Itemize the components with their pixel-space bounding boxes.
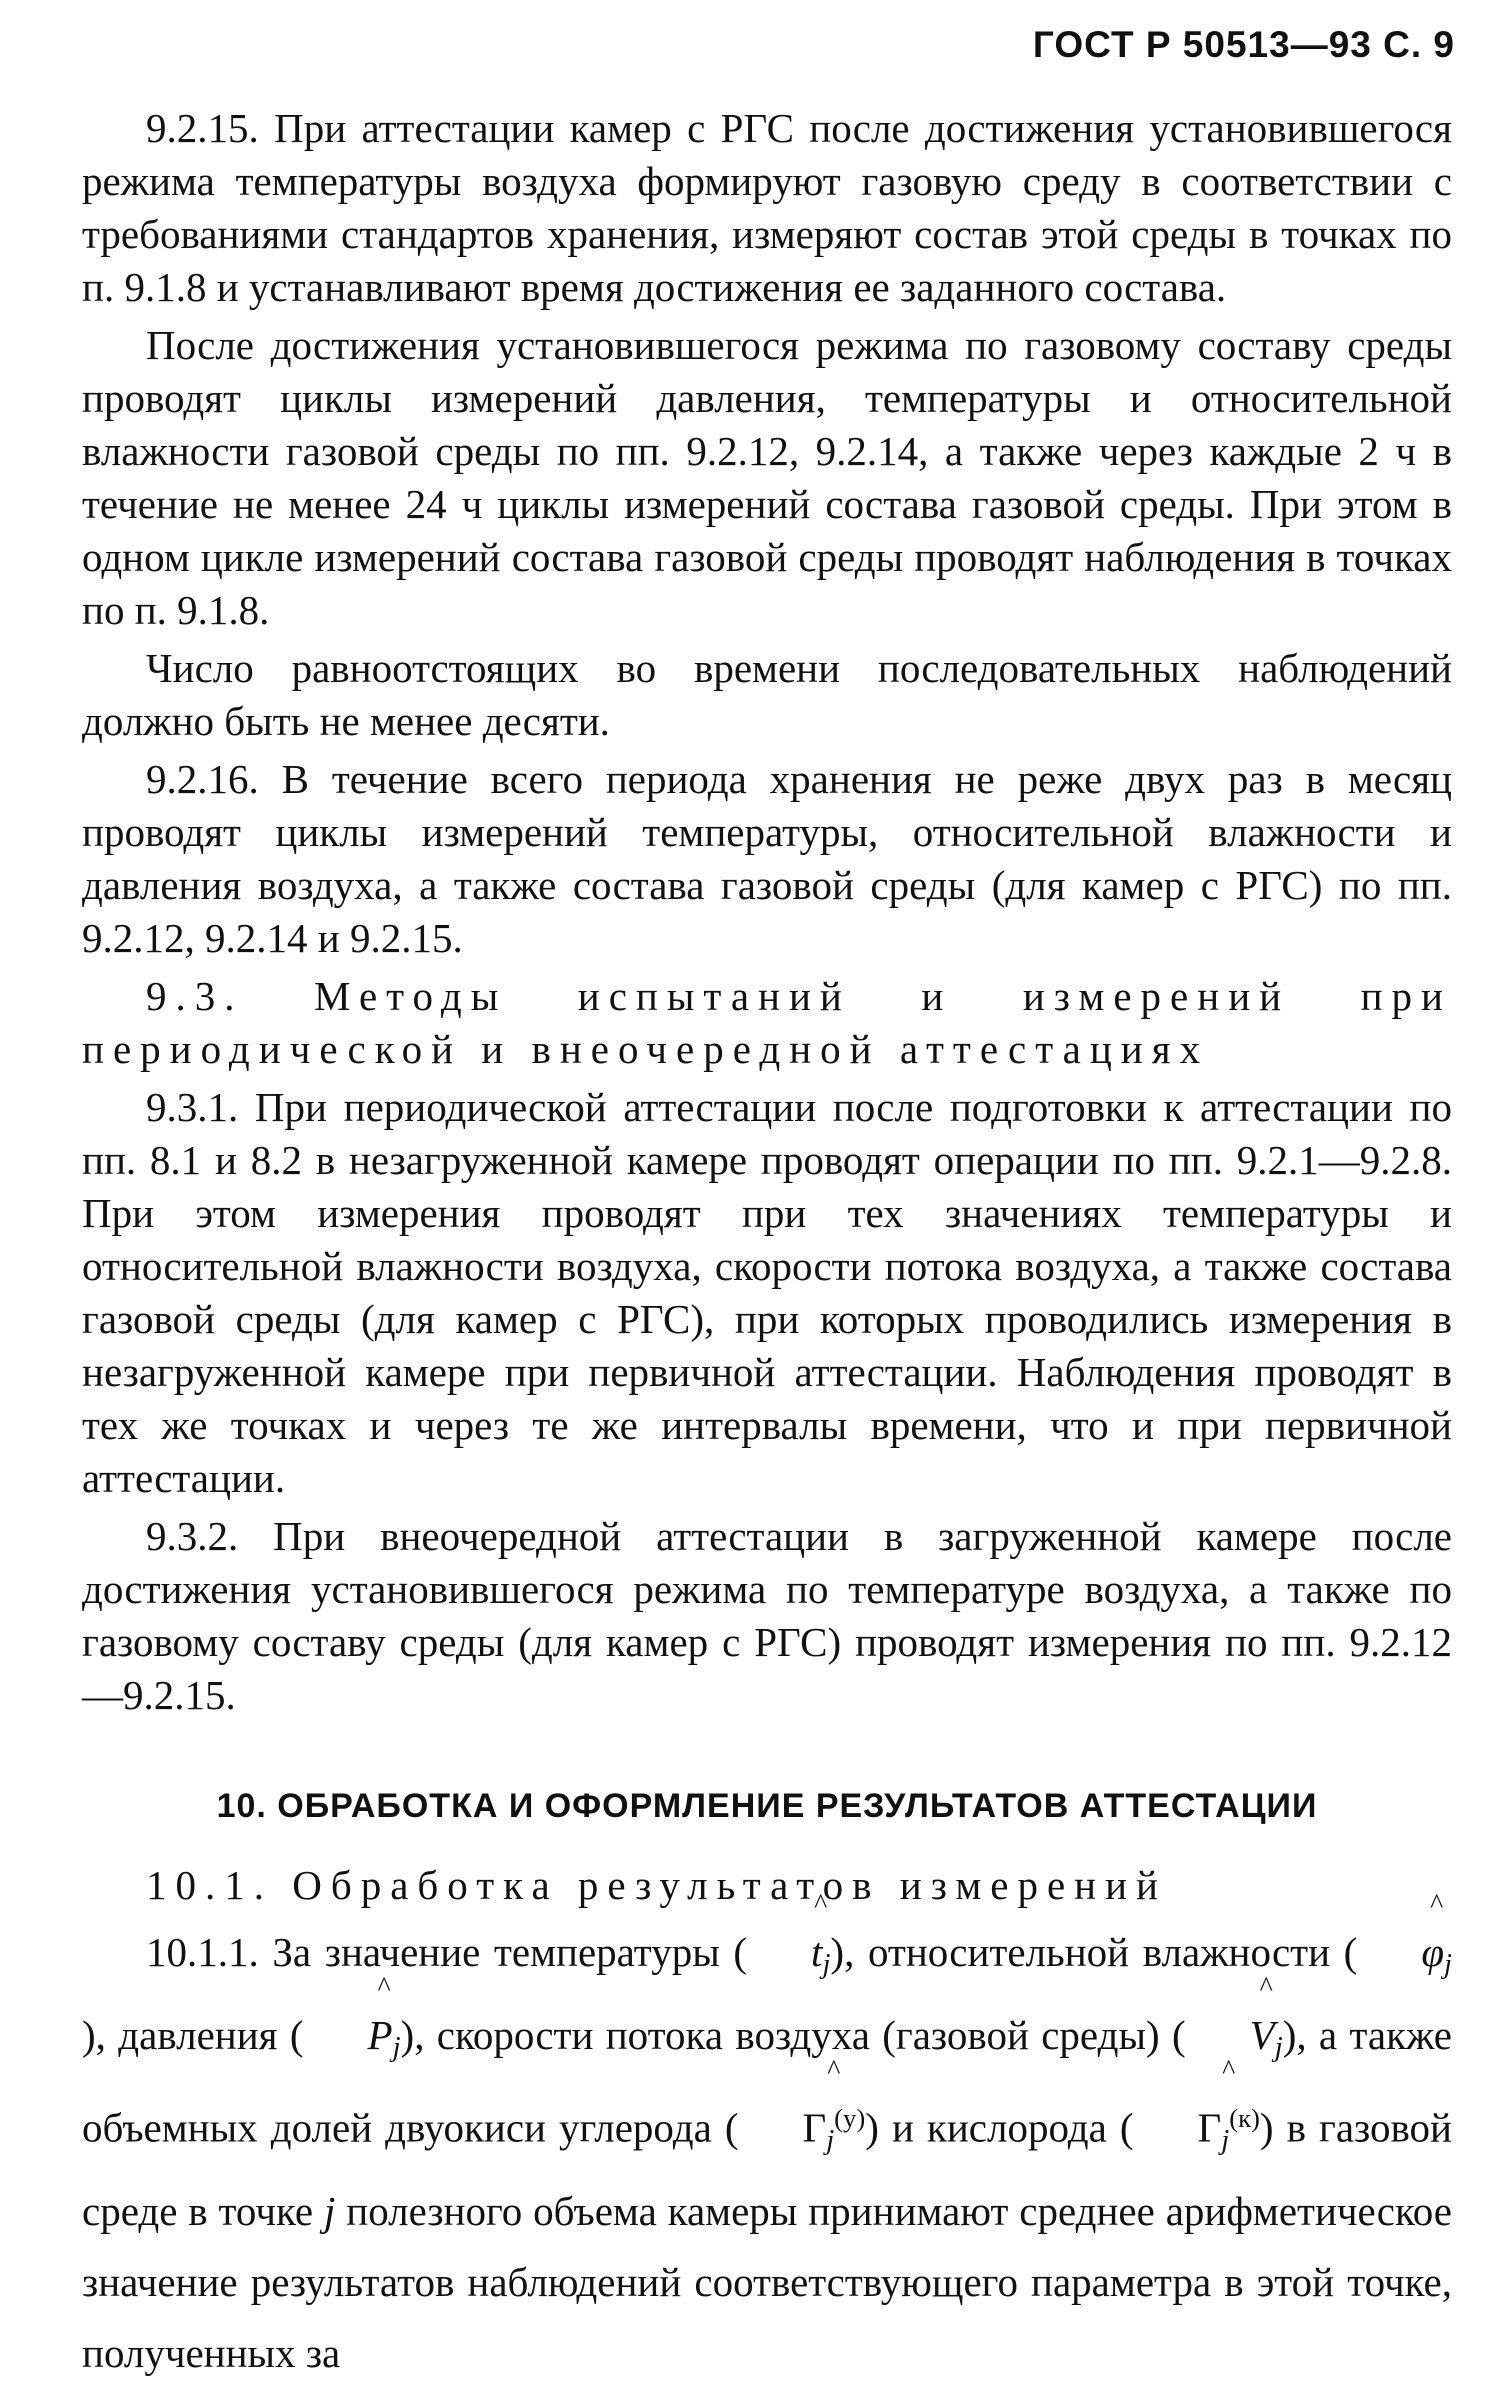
text-fragment: ), относительной влажности ( [830,1929,1358,1975]
subscript: j [822,1948,831,1981]
subscript: j [826,2124,835,2157]
symbol-letter: P [367,2012,393,2059]
symbol-point-index: j [323,2188,336,2235]
symbol-letter: φ [1421,1929,1445,1975]
text-fragment: ), скорости потока воздуха (газовой среды) ( [400,2012,1186,2059]
symbol-letter: Г [802,2105,827,2151]
text-fragment: ) и кислорода ( [865,2105,1134,2151]
paragraph-10-1-1 [82,1917,1452,2389]
symbol-temperature [747,1917,830,2000]
symbol-co2-fraction [738,2083,865,2176]
text-fragment: ), давления ( [82,2012,304,2059]
text-fragment: полезного объема камеры принимают среднее арифметическое значение результатов наблюдений соответствующего параметра в этой точке, полученных за [82,2188,1452,2377]
superscript: (к) [1229,2103,1260,2134]
text-fragment: ) в газовой среде в точке [82,2105,1452,2235]
paragraph-observations-count: Число равноотстоящих во времени последовательных наблюдений должно быть не менее десяти. [82,645,1452,744]
symbol-o2-fraction [1134,2083,1260,2176]
paragraph-9-3-1: 9.3.1. При периодической аттестации после подготовки к аттестации по пп. 8.1 и 8.2 в незагруженной камере проводят операции по пп. 9.2.1—9.2.8. При этом измерения проводят при тех значениях температуры и относительной влажности воздуха, скорости потока воздуха, а также состава газовой среды (для камер с РГС), при которых проводились измерения в незагруженной камере при первичной аттестации. Наблюдения проводят в тех же точках и через те же интервалы времени, что и при первичной аттестации. [82,1084,1452,1501]
symbol-letter: Г [1197,2105,1222,2151]
subscript: j [1221,2124,1230,2157]
subscript: j [1274,2031,1283,2064]
superscript: (у) [834,2103,866,2134]
heading-9-3: 9.3. Методы испытаний и измерений при периодической и внеочередной аттестациях [82,973,1452,1072]
document-body [82,102,1452,2394]
text-fragment: ), а также объемных долей двуокиси углерода ( [82,2012,1452,2151]
paragraph-9-3-2: 9.3.2. При внеочередной аттестации в загруженной камере после достижения установившегося режима по температуре воздуха, а также по газовому составу среды (для камер с РГС) проводят измерения по пп. 9.2.12—9.2.15. [82,1513,1452,1718]
paragraph-9-2-16: 9.2.16. В течение всего периода хранения не реже двух раз в месяц проводят циклы измерений температуры, относительной влажности и давления воздуха, а также состава газовой среды (для камер с РГС) по пп. 9.2.12, 9.2.14 и 9.2.15. [82,756,1452,961]
symbol-humidity [1357,1917,1452,2000]
symbol-letter: V [1249,2012,1275,2059]
section-title-10: 10. ОБРАБОТКА И ОФОРМЛЕНИЕ РЕЗУЛЬТАТОВ АТТЕСТАЦИИ [216,1787,1318,1825]
paragraph-gas-composition: После достижения установившегося режима по газовому составу среды проводят циклы измерений давления, температуры и относительной влажности газовой среды по пп. 9.2.12, 9.2.14, а также через каждые 2 ч в течение не менее 24 ч циклы измерений состава газовой среды. При этом в одном цикле измерений состава газовой среды проводят наблюдения в точках по п. 9.1.8. [82,322,1452,633]
page-header: ГОСТ Р 50513—93 С. 9 [1032,24,1455,65]
subsection-title-10-1: 10.1. Обработка результатов измерений [146,1862,1167,1908]
paragraph-9-2-15: 9.2.15. При аттестации камер с РГС после достижения установившегося режима температуры воздуха формируют газовую среду в соответствии с требованиями стандартов хранения, измеряют состав этой среды в точках по п. 9.1.8 и устанавливают время достижения ее заданного состава. [82,105,1452,310]
symbol-letter: t [811,1929,823,1975]
subscript: j [1444,1948,1453,1981]
text-fragment: 10.1.1. За значение температуры ( [146,1929,748,1975]
subscript: j [392,2031,401,2064]
symbol-pressure [304,2000,401,2083]
